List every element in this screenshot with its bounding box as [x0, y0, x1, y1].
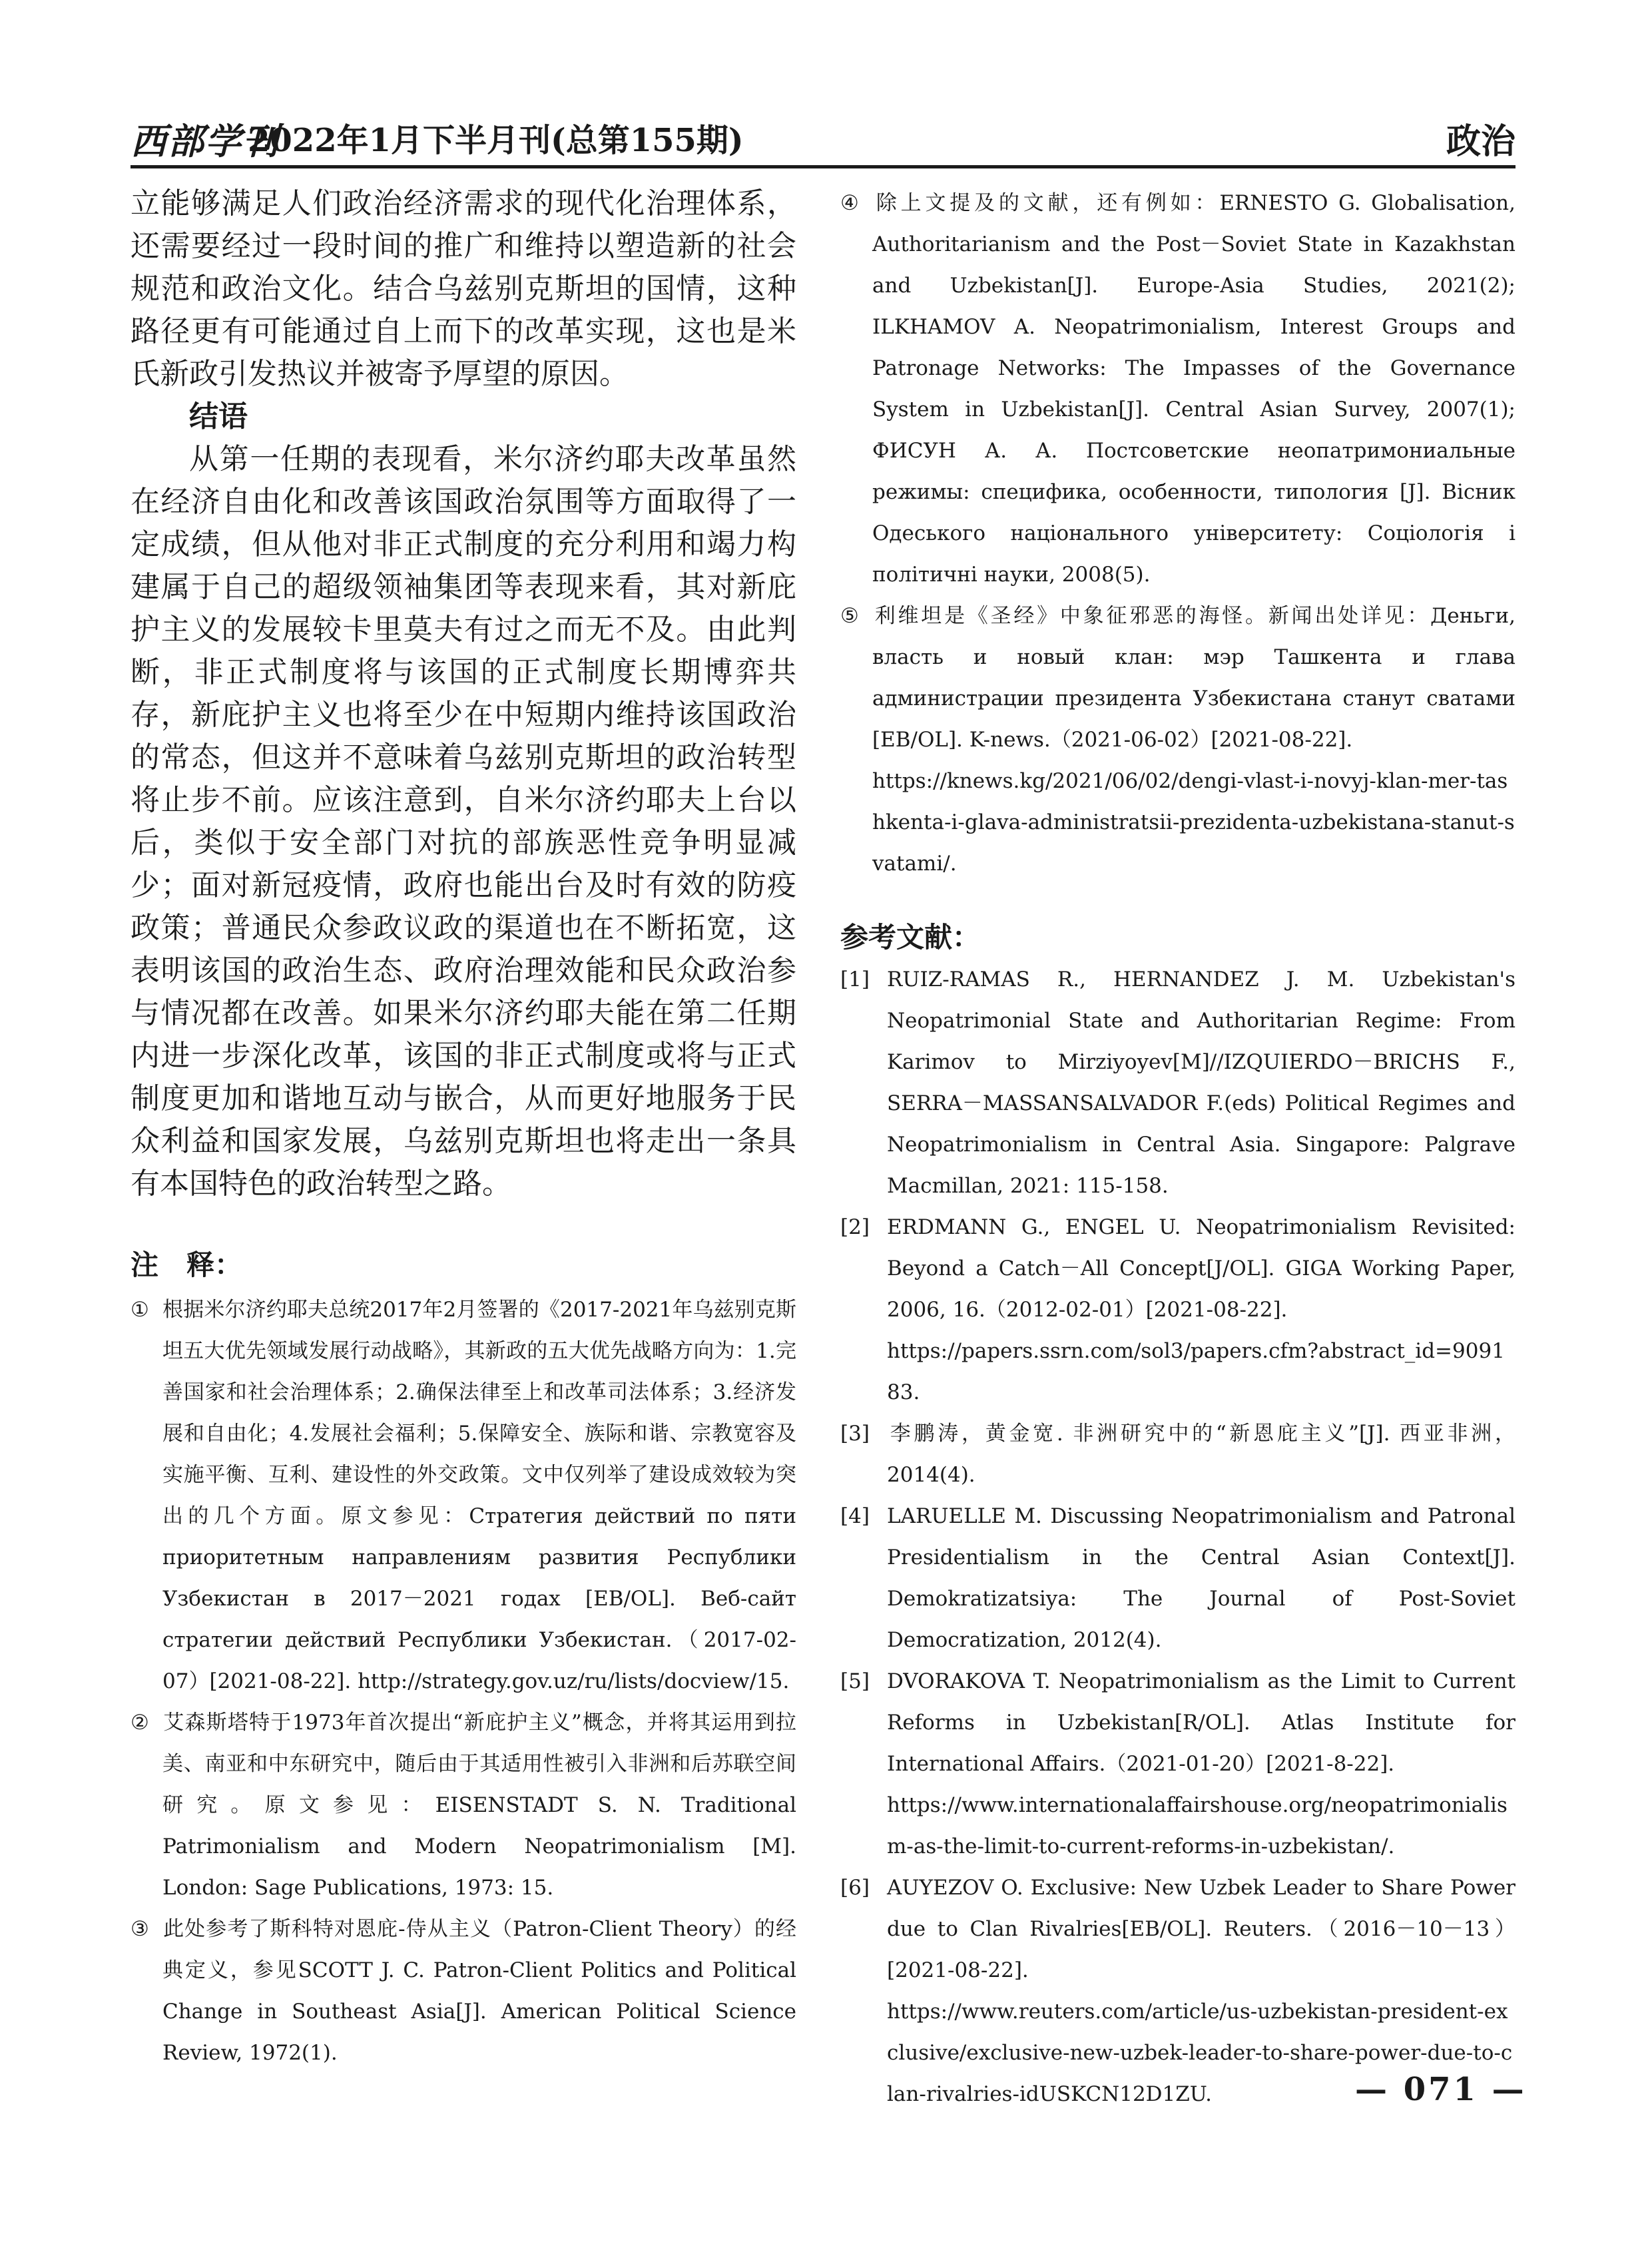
reference-marker: [1]: [840, 968, 870, 991]
body-text: [131, 182, 796, 1205]
note-5: [840, 595, 1515, 884]
body-paragraph-2: 从第一任期的表现看，米尔济约耶夫改革虽然在经济自由化和改善该国政治氛围等方面取得了一定成绩，但从他对非正式制度的充分利用和竭力构建属于自己的超级领袖集团等表现来看，其对新庇护主义的发展较卡里莫夫有过之而无不及。由此判断，非正式制度将与该国的正式制度长期博弈共存，新庇护主义也将至少在中短期内维持该国政治的常态，但这并不意味着乌兹别克斯坦的政治转型将止步不前。应该注意到，自米尔济约耶夫上台以后，类似于安全部门对抗的部族恶性竞争明显减少；面对新冠疫情，政府也能出台及时有效的防疫政策；普通民众参政议政的渠道也在不断拓宽，这表明该国的政治生态、政府治理效能和民众政治参与情况都在改善。如果米尔济约耶夫能在第二任期内进一步深化改革，该国的非正式制度或将与正式制度更加和谐地互动与嵌合，从而更好地服务于民众利益和国家发展，乌兹别克斯坦也将走出一条具有本国特色的政治转型之路。: [131, 442, 796, 1201]
notes-heading: 注 释：: [131, 1249, 243, 1281]
note-3: [131, 1908, 796, 2074]
reference-marker: [5]: [840, 1669, 870, 1693]
reference-text: DVORAKOVA T. Neopatrimonialism as the Limit to Current Reforms in Uzbekistan[R/OL]. Atlas Institute for International Affairs.（2021-01-20）[2021-8-22].: [887, 1669, 1515, 1776]
section-name: 政治: [1446, 121, 1515, 162]
reference-text: RUIZ-RAMAS R., HERNANDEZ J. M. Uzbekistan's Neopatrimonial State and Authoritarian Regime: From Karimov to Mirziyoyev[M]//IZQUIERDO－BRICHS F., SERRA－MASSANSALVADOR F.(eds) Political Regimes and Neopatrimonialism in Central Asia. Singapore: Palgrave Macmillan, 2021: 115-158.: [887, 968, 1515, 1198]
reference-marker: [2]: [840, 1215, 870, 1239]
reference-text: 李鹏涛，黄金宽. 非洲研究中的“新恩庇主义”[J]. 西亚非洲，2014(4).: [887, 1422, 1515, 1487]
reference-2: [840, 1207, 1515, 1413]
note-4: [840, 182, 1515, 595]
note-text: 此处参考了斯科特对恩庇-侍从主义（Patron-Client Theory）的经典定义，参见SCOTT J. C. Patron-Client Politics and Political Change in Southeast Asia[J]. American Political Science Review, 1972(1).: [162, 1917, 796, 2065]
page-number: — 071 —: [1355, 2071, 1527, 2108]
conclusion-heading: 结语: [189, 400, 248, 433]
reference-text: LARUELLE M. Discussing Neopatrimonialism and Patronal Presidentialism in the Central Asian Context[J]. Demokratizatsiya: The Journal of Post-Soviet Democratization, 2012(4).: [887, 1504, 1515, 1652]
reference-1: [840, 959, 1515, 1207]
note-marker: ④: [840, 191, 859, 215]
note-text: 利维坦是《圣经》中象征邪恶的海怪。新闻出处详见：Деньги, власть и новый клан: мэр Ташкента и глава администрации президента Узбекистана станут сватами [EB/OL]. K-news.（2021-06-02）[2021-08-22].: [872, 604, 1515, 752]
note-marker: ⑤: [840, 604, 859, 628]
reference-marker: [4]: [840, 1504, 870, 1528]
note-text: 除上文提及的文献，还有例如：ERNESTO G. Globalisation, Authoritarianism and the Post－Soviet State in Kazakhstan and Uzbekistan[J]. Europe-Asia Studies, 2021(2); ILKHAMOV A. Neopatrimonialism, Interest Groups and Patronage Networks: The Impasses of the Governance System in Uzbekistan[J]. Central Asian Survey, 2007(1); ФИСУН А. А. Постсоветские неопатримониальные режимы: специфика, особенности, типология [J]. Вісник Одеського національного університету: Соціологія і політичні науки, 2008(5).: [872, 191, 1515, 587]
running-header: [131, 113, 1515, 162]
reference-4: [840, 1496, 1515, 1661]
note-marker: ③: [131, 1917, 149, 1941]
reference-text: ERDMANN G., ENGEL U. Neopatrimonialism Revisited: Beyond a Catch－All Concept[J/OL]. GIGA Working Paper, 2006, 16.（2012-02-01）[2021-08-22].: [887, 1215, 1515, 1322]
reference-url[interactable]: https://www.reuters.com/article/us-uzbekistan-president-exclusive/exclusive-new-uzbek-leader-to-share-power-due-to-clan-rivalries-idUSKCN12D1ZU.: [887, 2000, 1513, 2106]
right-column: [840, 182, 1515, 2115]
note-marker: ②: [131, 1711, 149, 1735]
reference-url[interactable]: https://www.internationalaffairshouse.org/neopatrimonialism-as-the-limit-to-current-reforms-in-uzbekistan/.: [887, 1793, 1508, 1858]
reference-url[interactable]: https://papers.ssrn.com/sol3/papers.cfm?abstract_id=909183.: [887, 1339, 1505, 1404]
note-1: [131, 1289, 796, 1702]
reference-3: [840, 1413, 1515, 1496]
note-marker: ①: [131, 1298, 149, 1322]
note-text: 艾森斯塔特于1973年首次提出“新庇护主义”概念，并将其运用到拉美、南亚和中东研究中，随后由于其适用性被引入非洲和后苏联空间研究。原文参见：EISENSTADT S. N. Traditional Patrimonialism and Modern Neopatrimonialism [M]. London: Sage Publications, 1973: 15.: [162, 1711, 796, 1900]
issue-info: 2022年1月下半月刊(总第155期): [248, 122, 744, 159]
references-heading: 参考文献：: [840, 921, 981, 954]
header-rule: [131, 165, 1515, 168]
reference-text: AUYEZOV O. Exclusive: New Uzbek Leader to Share Power due to Clan Rivalries[EB/OL]. Reuters.（2016－10－13）[2021-08-22].: [887, 1876, 1515, 1982]
reference-marker: [3]: [840, 1422, 870, 1446]
reference-marker: [6]: [840, 1876, 870, 1900]
left-column: [131, 182, 796, 2074]
note-2: [131, 1702, 796, 1908]
note-url[interactable]: https://knews.kg/2021/06/02/dengi-vlast-i-novyj-klan-mer-tashkenta-i-glava-administratsii-prezidenta-uzbekistana-stanut-svatami/.: [872, 769, 1515, 876]
journal-logo: 西部学刊: [131, 120, 280, 162]
body-paragraph-1: 立能够满足人们政治经济需求的现代化治理体系，还需要经过一段时间的推广和维持以塑造新的社会规范和政治文化。结合乌兹别克斯坦的国情，这种路径更有可能通过自上而下的改革实现，这也是米氏新政引发热议并被寄予厚望的原因。: [131, 186, 796, 391]
note-text: 根据米尔济约耶夫总统2017年2月签署的《2017-2021年乌兹别克斯坦五大优先领域发展行动战略》，其新政的五大优先战略方向为：1.完善国家和社会治理体系；2.确保法律至上和改革司法体系；3.经济发展和自由化；4.发展社会福利；5.保障安全、族际和谐、宗教宽容及实施平衡、互利、建设性的外交政策。文中仅列举了建设成效较为突出的几个方面。原文参见：Стратегия действий по пяти приоритетным направлениям развития Республики Узбекистан в 2017－2021 годах [EB/OL]. Веб-сайт стратегии действий Республики Узбекистан.（2017-02-07）[2021-08-22]. http://strategy.gov.uz/ru/lists/docview/15.: [162, 1298, 796, 1693]
reference-5: [840, 1661, 1515, 1867]
